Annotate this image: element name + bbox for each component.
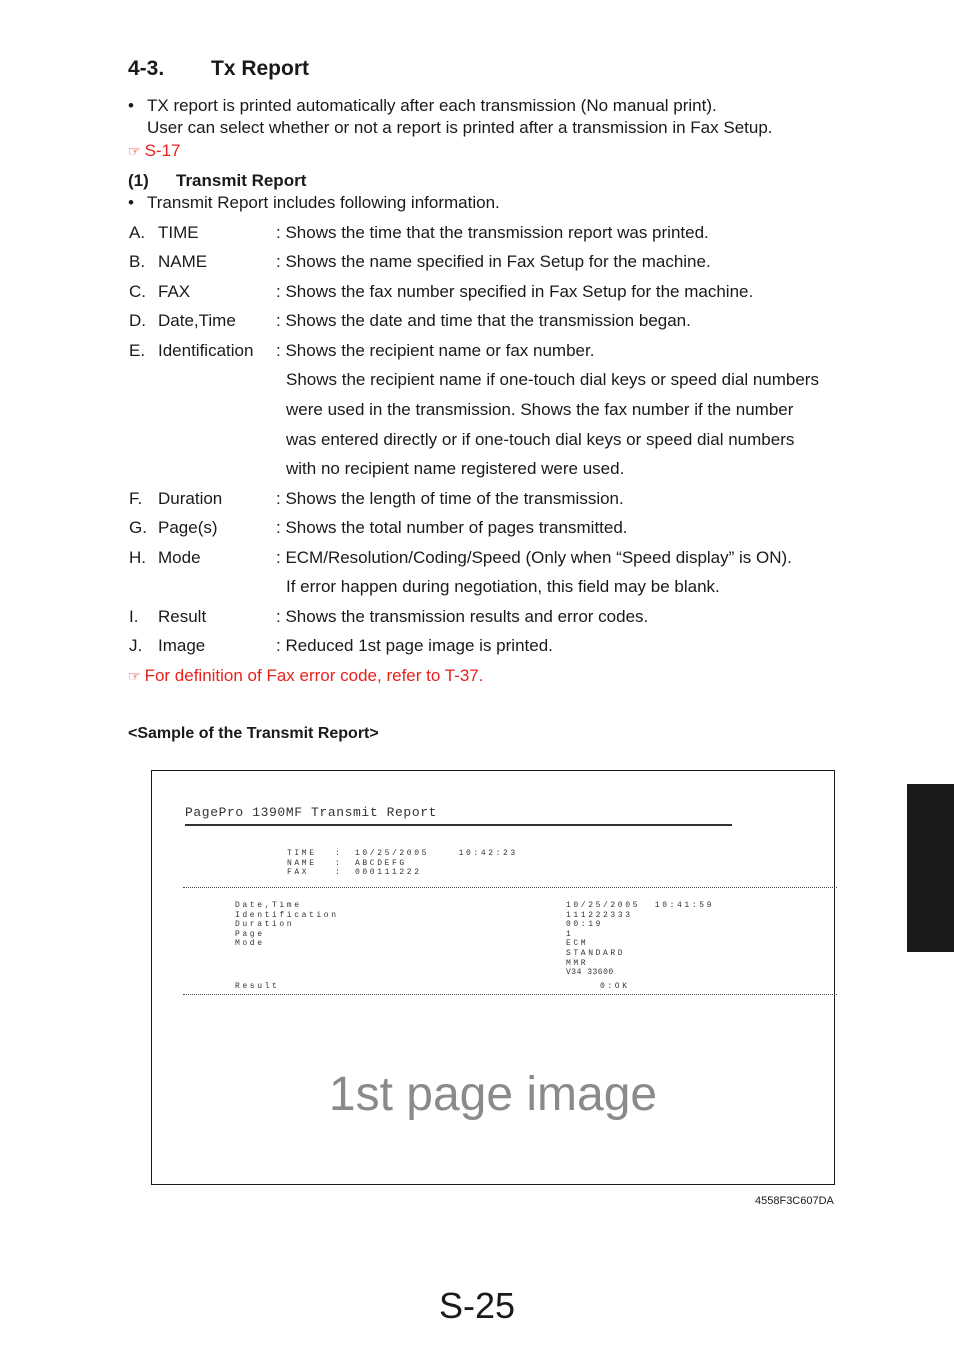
report-detail-label: Date,Time xyxy=(235,901,302,910)
report-header-separator: : xyxy=(335,849,343,858)
error-code-reference xyxy=(128,665,483,687)
subsection-number: (1) xyxy=(128,171,149,190)
item-description: : Shows the name specified in Fax Setup for the machine. xyxy=(276,252,711,271)
section-heading xyxy=(128,57,309,81)
item-name: Page(s) xyxy=(158,518,218,537)
report-header-value: 000111222 xyxy=(355,868,422,878)
error-code-reference-link[interactable]: For definition of Fax error code, refer to T-37. xyxy=(144,666,484,685)
report-header-value: 10/25/2005 10:42:23 xyxy=(355,849,518,858)
item-description-continued: was entered directly or if one-touch dial keys or speed dial numbers xyxy=(286,430,795,449)
item-name: FAX xyxy=(158,282,191,301)
report-header-separator: : xyxy=(335,858,343,868)
item-name: TIME xyxy=(158,223,199,242)
item-description: : Shows the date and time that the transmission began. xyxy=(276,311,691,330)
item-letter: D. xyxy=(129,311,146,330)
report-header-row xyxy=(287,849,518,859)
intro-bullet-mark: • xyxy=(128,96,134,115)
section-title: Tx Report xyxy=(211,57,310,80)
item-description: : Shows the length of time of the transmission. xyxy=(276,489,624,508)
intro-line-2: User can select whether or not a report is printed after a transmission in Fax Setup. xyxy=(147,118,773,137)
section-number: 4-3. xyxy=(128,57,165,80)
report-header-label: FAX xyxy=(287,868,310,878)
report-title-rule xyxy=(185,824,732,826)
item-description-continued: If error happen during negotiation, this field may be blank. xyxy=(286,577,720,596)
item-letter: B. xyxy=(129,252,146,271)
report-detail-value: 10/25/2005 10:41:59 xyxy=(566,901,715,910)
item-letter: G. xyxy=(129,518,147,537)
item-name: Result xyxy=(158,607,207,626)
item-description: : Reduced 1st page image is printed. xyxy=(276,636,553,655)
chapter-side-tab xyxy=(907,784,954,952)
report-detail-label: Page xyxy=(235,929,265,939)
sample-heading: <Sample of the Transmit Report> xyxy=(128,725,379,742)
report-detail-value: 111222333 xyxy=(566,910,633,920)
item-letter: H. xyxy=(129,548,146,567)
report-title: PagePro 1390MF Transmit Report xyxy=(185,805,438,820)
report-detail-value: 00:19 xyxy=(566,920,604,930)
first-page-image-placeholder: 1st page image xyxy=(328,1068,658,1121)
report-detail-value: 1 xyxy=(566,929,574,939)
item-letter: C. xyxy=(129,282,146,301)
report-detail-value: MMR xyxy=(566,958,589,968)
subsection-title: Transmit Report xyxy=(176,171,307,190)
report-header-row xyxy=(287,868,518,878)
item-description: : Shows the recipient name or fax number. xyxy=(276,341,595,360)
sub-bullet-mark: • xyxy=(128,193,134,212)
item-description-continued: Shows the recipient name if one-touch dial keys or speed dial numbers xyxy=(286,370,819,389)
report-header-label: TIME xyxy=(287,849,317,858)
item-name: NAME xyxy=(158,252,208,271)
item-description: : Shows the fax number specified in Fax Setup for the machine. xyxy=(276,282,754,301)
report-details-values xyxy=(566,901,714,978)
report-header-label: NAME xyxy=(287,858,317,868)
report-details-labels xyxy=(235,901,339,949)
report-detail-label: Duration xyxy=(235,920,295,930)
item-letter: E. xyxy=(129,341,146,360)
item-letter: I. xyxy=(129,607,139,626)
pointing-hand-icon: ☞ xyxy=(128,668,141,684)
subsection-heading xyxy=(128,170,306,192)
sub-bullet-text: Transmit Report includes following information. xyxy=(147,193,500,212)
report-detail-label: Mode xyxy=(235,939,265,949)
item-description: : ECM/Resolution/Coding/Speed (Only when “Speed display” is ON). xyxy=(276,548,792,567)
report-detail-value: STANDARD xyxy=(566,948,626,958)
sample-report-frame xyxy=(151,770,835,1185)
page-number: S-25 xyxy=(438,1285,516,1326)
report-header-separator: : xyxy=(335,868,343,878)
item-description-continued: were used in the transmission. Shows the fax number if the number xyxy=(286,400,794,419)
fax-setup-reference xyxy=(128,140,180,162)
report-header-block xyxy=(287,849,518,878)
report-divider xyxy=(183,994,837,995)
intro-line-1: TX report is printed automatically after each transmission (No manual print). xyxy=(147,96,717,115)
report-header-row xyxy=(287,859,518,869)
item-letter: A. xyxy=(129,223,146,242)
item-description: : Shows the transmission results and error codes. xyxy=(276,607,649,626)
report-detail-value: ECM xyxy=(566,939,589,949)
fax-setup-reference-link[interactable]: S-17 xyxy=(144,141,181,160)
item-letter: J. xyxy=(129,636,143,655)
report-divider xyxy=(183,887,837,888)
item-name: Image xyxy=(158,636,206,655)
report-detail-value: V34 33600 xyxy=(566,968,614,978)
report-header-value: ABCDEFG xyxy=(355,858,407,868)
report-detail-label: Identification xyxy=(235,910,339,920)
item-letter: F. xyxy=(129,489,143,508)
item-name: Duration xyxy=(158,489,223,508)
item-description-continued: with no recipient name registered were used. xyxy=(286,459,625,478)
figure-code: 4558F3C607DA xyxy=(755,1195,834,1207)
item-name: Mode xyxy=(158,548,201,567)
report-result-value: 0:OK xyxy=(600,982,630,991)
item-name: Identification xyxy=(158,341,254,360)
item-description: : Shows the total number of pages transmitted. xyxy=(276,518,628,537)
item-description: : Shows the time that the transmission report was printed. xyxy=(276,223,709,242)
report-result-label: Result xyxy=(235,982,280,991)
pointing-hand-icon: ☞ xyxy=(128,143,141,159)
item-name: Date,Time xyxy=(158,311,236,330)
